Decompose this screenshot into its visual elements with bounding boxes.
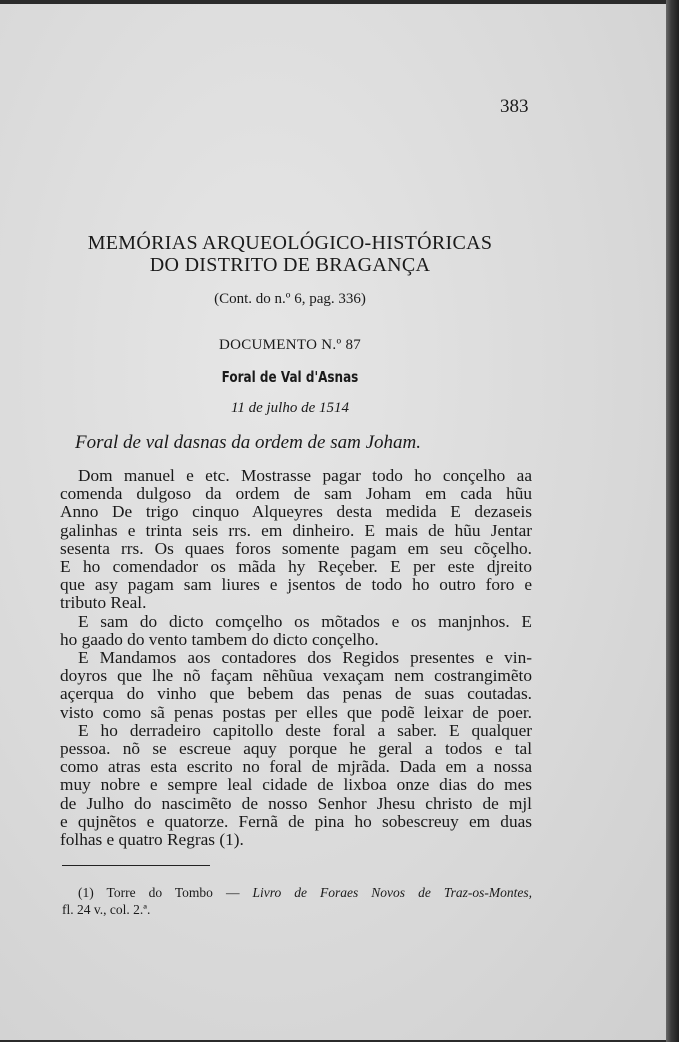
footnote-divider — [62, 865, 210, 866]
body-line: visto como sã penas postas per elles que podẽ leixar de poer. — [60, 702, 532, 722]
body-line: Dom manuel e etc. Mostrasse pagar todo ho conçelho aa — [78, 466, 532, 485]
book-spine-edge — [666, 0, 679, 1042]
page-number: 383 — [500, 96, 529, 117]
body-line: pessoa. nõ se escreue aquy porque he geral a todos e tal — [60, 739, 532, 759]
document-number: DOCUMENTO N.º 87 — [218, 337, 362, 353]
footnote — [62, 884, 532, 918]
body-line: galinhas e trinta seis rrs. em dinheiro. E mais de hũu Jentar — [60, 520, 532, 540]
body-line: comenda dulgoso da ordem de sam Joham em cada hũu — [60, 484, 532, 504]
body-line: E sam do dicto comçelho os mõtados e os manjnhos. E — [78, 611, 532, 631]
body-line: tributo Real. — [60, 593, 147, 613]
charter-heading: Foral de val dasnas da ordem de sam Joham. — [75, 432, 422, 453]
footnote-reference: fl. 24 v., col. 2.ª. — [62, 902, 151, 917]
footnote-line-1 — [62, 884, 532, 901]
body-line: de Julho do nascimẽto de nosso Senhor Jhesu christo de mjl — [60, 793, 532, 813]
continuation-note: (Cont. do n.º 6, pag. 336) — [214, 291, 366, 307]
body-line: folhas e quatro Regras (1). — [60, 830, 244, 850]
body-line: como atras esta escrito no foral de mjrãda. Dada em a nossa — [60, 757, 532, 777]
body-line: Anno De trigo cinquo Alqueyres desta medida E dezaseis — [60, 502, 532, 522]
title-line-2: DO DISTRITO DE BRAGANÇA — [149, 254, 431, 276]
title-line-1: MEMÓRIAS ARQUEOLÓGICO-HISTÓRICAS — [87, 232, 493, 254]
document-title: Foral de Val d'Asnas — [221, 368, 359, 386]
charter-body — [60, 467, 532, 849]
body-line: e qujnẽtos e quatorze. Fernã de pina ho sobescreuy em duas — [60, 811, 532, 831]
body-line: sesenta rrs. Os quaes foros somente pagam em seu cõçelho. — [60, 538, 532, 558]
body-line: E ho derradeiro capitollo deste foral a saber. E qualquer — [78, 720, 532, 740]
book-page — [0, 4, 666, 1040]
document-date: 11 de julho de 1514 — [230, 400, 350, 416]
footnote-prefix: (1) Torre do Tombo — — [78, 885, 240, 900]
body-line: E Mandamos aos contadores dos Regidos presentes e vin- — [78, 648, 532, 668]
footnote-source: Livro de Foraes Novos de Traz-os-Montes, — [252, 885, 532, 900]
page-title — [0, 232, 580, 276]
body-line: que asy pagam sam liures e jsentos de todo ho outro foro e — [60, 575, 532, 595]
body-line: E ho comendador os mãda hy Reçeber. E per este djreito — [60, 557, 532, 577]
body-line: muy nobre e sempre leal cidade de lixboa onze dias do mes — [60, 775, 532, 795]
body-line: doyros que lhe nõ façam nẽhũua vexaçam nem costrangimẽto — [60, 666, 532, 686]
body-line: ho gaado do vento tambem do dicto conçelho. — [60, 629, 379, 649]
body-line: açerqua do vinho que bebem das penas de suas coutadas. — [60, 684, 532, 704]
